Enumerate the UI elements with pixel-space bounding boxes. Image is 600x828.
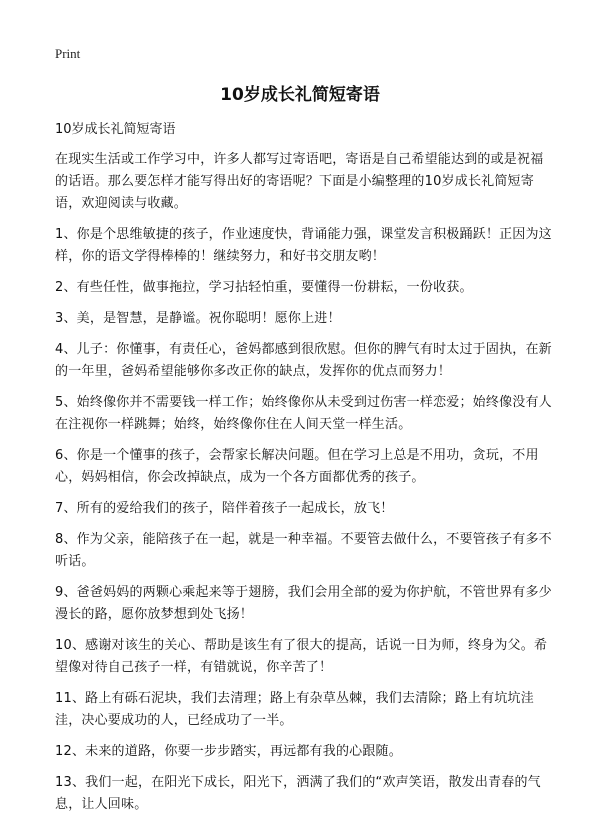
message-item-7: 7、所有的爱给我们的孩子，陪伴着孩子一起成长，放飞！ bbox=[55, 501, 394, 516]
message-item-13: 13、我们一起，在阳光下成长，阳光下，洒满了我们的“欢声笑语，散发出青春的气息，让人回味。 bbox=[55, 775, 541, 812]
message-item-8: 8、作为父亲，能陪孩子在一起，就是一种幸福。不要管去做什么，不要管孩子有多不听话。 bbox=[55, 532, 552, 569]
message-item-12: 12、未来的道路，你要一步步踏实，再远都有我的心跟随。 bbox=[55, 744, 402, 759]
message-item-5: 5、始终像你并不需要钱一样工作；始终像你从未受到过伤害一样恋爱；始终像没有人在注视你一样跳舞；始终，始终像你住在人间天堂一样生活。 bbox=[55, 395, 552, 432]
message-item-9: 9、爸爸妈妈的两颗心乘起来等于翅膀，我们会用全部的爱为你护航，不管世界有多少漫长的路，愿你放梦想到处飞扬！ bbox=[55, 585, 552, 622]
message-item-3: 3、美，是智慧，是静谧。祝你聪明！愿你上进！ bbox=[55, 311, 341, 326]
intro-paragraph: 在现实生活或工作学习中，许多人都写过寄语吧，寄语是自己希望能达到的或是祝福的话语。那么要怎样才能写得出好的寄语呢？下面是小编整理的10岁成长礼简短寄语，欢迎阅读与收藏。 bbox=[55, 152, 544, 211]
message-item-11: 11、路上有砾石泥块，我们去清理；路上有杂草丛棘，我们去清除；路上有坑坑洼洼，决心要成功的人，已经成功了一半。 bbox=[55, 691, 534, 728]
message-item-10: 10、感谢对该生的关心、帮助是该生有了很大的提高，话说一日为师，终身为父。希望像对待自己孩子一样，有错就说，你辛苦了！ bbox=[55, 638, 548, 675]
message-item-6: 6、你是一个懂事的孩子，会帮家长解决问题。但在学习上总是不用功，贪玩，不用心，妈妈相信，你会改掉缺点，成为一个各方面都优秀的孩子。 bbox=[55, 448, 539, 485]
article-subtitle: 10岁成长礼简短寄语 bbox=[55, 122, 176, 137]
article-body bbox=[55, 121, 555, 825]
page-title: 10岁成长礼简短寄语 bbox=[220, 85, 380, 105]
message-item-2: 2、有些任性，做事拖拉，学习拈轻怕重，要懂得一份耕耘，一份收获。 bbox=[55, 280, 473, 295]
message-item-4: 4、儿子：你懂事，有责任心，爸妈都感到很欣慰。但你的脾气有时太过于固执，在新的一年里，爸妈希望能够你多改正你的缺点，发挥你的优点而努力！ bbox=[55, 342, 552, 379]
print-link[interactable]: Print bbox=[55, 46, 81, 61]
message-item-1: 1、你是个思维敏捷的孩子，作业速度快，背诵能力强，课堂发言积极踊跃！正因为这样，你的语文学得棒棒的！继续努力，和好书交朋友哟！ bbox=[55, 227, 552, 264]
